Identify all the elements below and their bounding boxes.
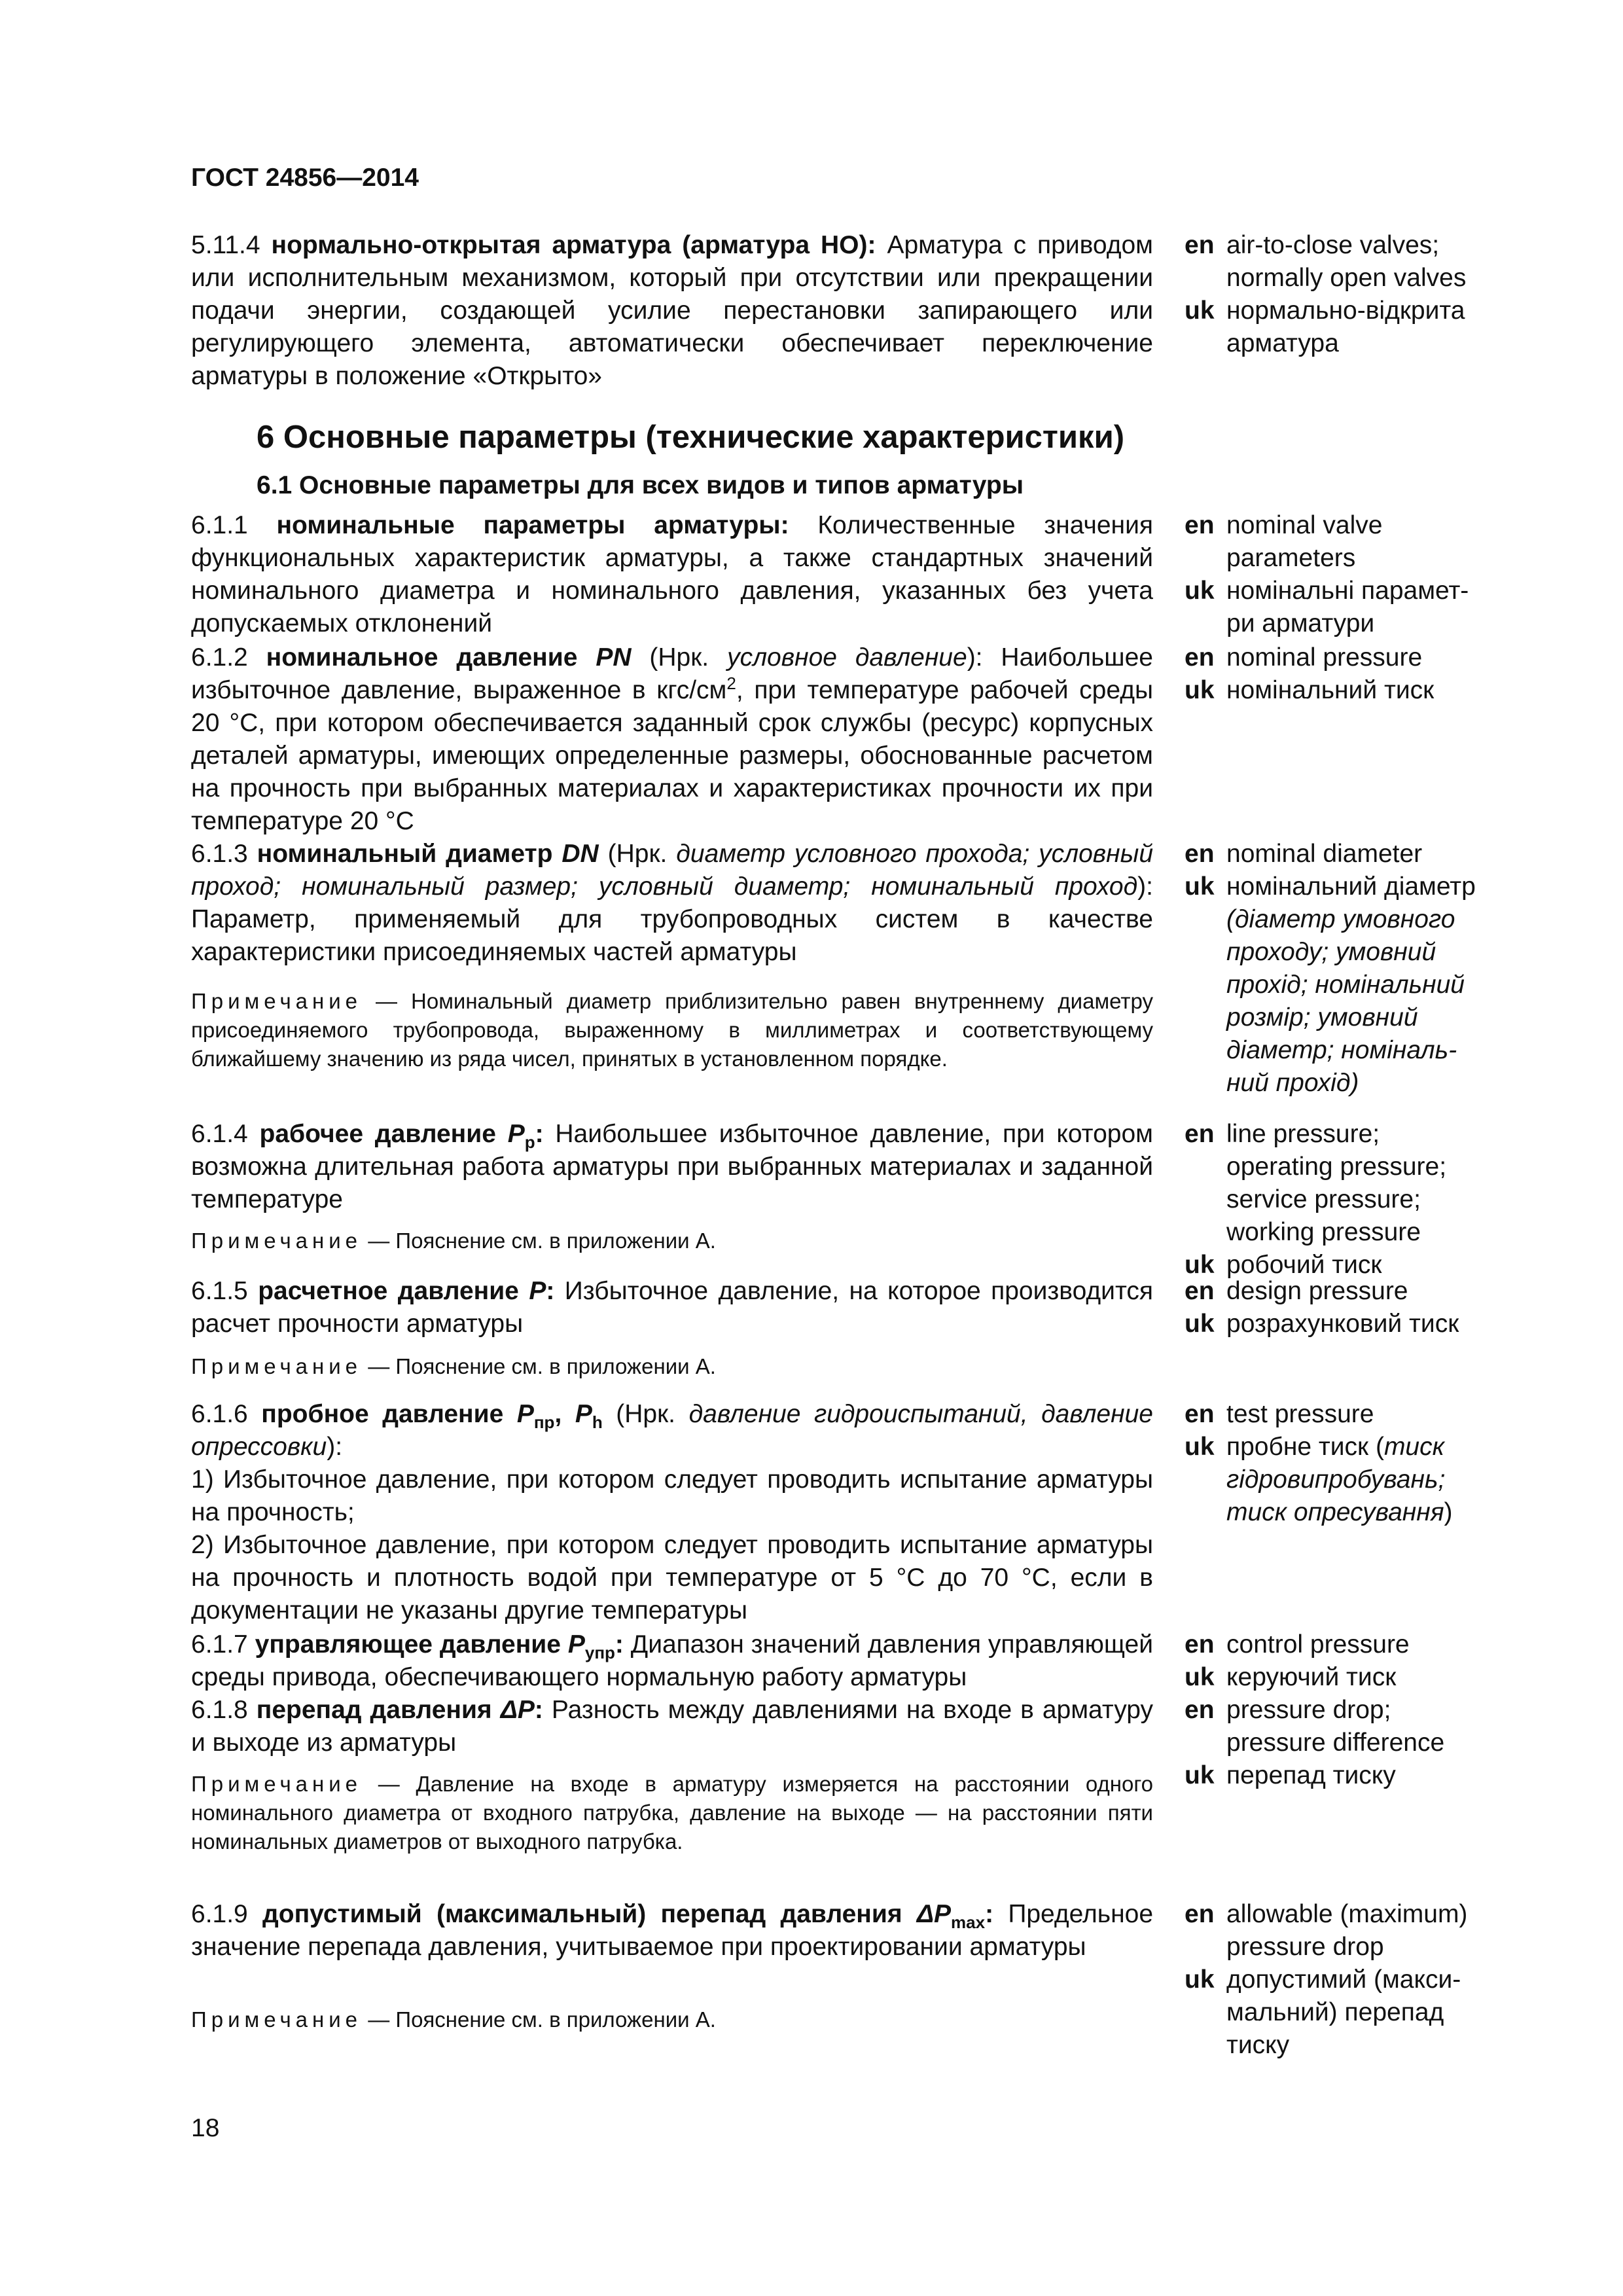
clause-6-1-2: 6.1.2 номинальное давление PN (Нрк. условное давление): Наибольшее избыточное давление, выраженное в кгс/$см^2$, при температуре рабочей среды 20 °С, при котором обеспечивается заданный срок службы (ресурс) корпусных деталей арматуры, имеющих определенные размеры, обоснованные расчетом на прочность при выбранных материалах и характеристиках прочности их при температуре 20 °С: [191, 643, 1153, 835]
clause-6-1-3: 6.1.3 номинальный диаметр DN (Нрк. диаметр условного прохода; условный проход; номинальный размер; условный диаметр; номинальный проход): Параметр, применяемый для трубопроводных систем в качестве характеристики присоединяемых частей арматуры: [191, 840, 1154, 966]
clause-6-1-8: 6.1.8 перепад давления ΔP: Разность между давлениями на входе в арматуру и выходе из арматуры: [191, 1696, 1154, 1757]
terms-6-1-2: en nominal pressure uk номінальний тиск: [1185, 643, 1435, 704]
clause-6-1-1: 6.1.1 номинальные параметры арматуры: Количественные значения функциональных характеристик арматуры, а также стандартных значений номинального диаметра и номинального давления, указанных без учета допускаемых отклонений: [191, 511, 1153, 637]
terms-6-1-3: en nominal diameter uk номінальний діаметр (діаметр умовного проходу; умовний прохід; номінальний розмір; умовний діаметр; номіналь- ний прохід): [1185, 840, 1476, 1097]
terms-6-1-9: en allowable (maximum) pressure drop uk допустимий (макси- мальний) перепад тиску: [1185, 1900, 1468, 2059]
terms-6-1-4: en line pressure; operating pressure; service pressure; working pressure uk робочий тиск: [1185, 1120, 1447, 1279]
terms-6-1-1: en nominal valve parameters uk номінальні парамет- ри арматури: [1185, 511, 1469, 637]
document-header: ГОСТ 24856—2014: [191, 164, 419, 192]
note-6-1-5: Примечание — Пояснение см. в приложении А.: [191, 1354, 716, 1378]
terms-6-1-8: en pressure drop; pressure difference uk перепад тиску: [1185, 1696, 1445, 1789]
terms-5-11-4: en air-to-close valves; normally open valves uk нормально-відкрита арматура: [1185, 231, 1467, 357]
section-6-title: 6 Основные параметры (технические характеристики): [257, 420, 1125, 455]
clause-6-1-7: 6.1.7 управляющее давление $P_{упр}$: Диапазон значений давления управляющей среды привода, обеспечивающего нормальную работу арматуры: [191, 1630, 1153, 1691]
note-6-1-4: Примечание — Пояснение см. в приложении А.: [191, 1229, 716, 1253]
terms-6-1-7: en control pressure uk керуючий тиск: [1185, 1630, 1410, 1691]
note-6-1-8: Примечание — Давление на входе в арматуру измеряется на расстоянии одного номинального диаметра от входного патрубка, давление на выходе — на расстоянии пяти номинальных диаметров от выходного патрубка.: [191, 1772, 1153, 1854]
page-number: 18: [191, 2114, 220, 2142]
note-6-1-3: Примечание — Номинальный диаметр приблизительно равен внутреннему диаметру присоединяемого трубопровода, выраженному в миллиметрах и соответствующему ближайшему значению из ряда чисел, принятых в установленном порядке.: [191, 989, 1153, 1071]
clause-6-1-4: 6.1.4 рабочее давление $P_р$: Наибольшее избыточное давление, при котором возможна длительная работа арматуры при выбранных материалах и заданной температуре: [191, 1120, 1153, 1213]
clause-6-1-9: 6.1.9 допустимый (максимальный) перепад давления $\Delta P_{max}$: Предельное значение перепада давления, учитываемое при проектировании арматуры: [191, 1900, 1154, 1961]
section-6-1-title: 6.1 Основные параметры для всех видов и типов арматуры: [257, 471, 1024, 499]
note-6-1-9: Примечание — Пояснение см. в приложении А.: [191, 2007, 716, 2032]
terms-6-1-6: en test pressure uk пробне тиск (тиск гідровипробувань; тиск опресування): [1185, 1400, 1453, 1526]
clause-5-11-4: 5.11.4 нормально-открытая арматура (арматура НО): Арматура с приводом или исполнительным механизмом, который при отсутствии или прекращении подачи энергии, создающей усилие перестановки запирающего или регулирующего элемента, автоматически обеспечивает переключение арматуры в положение «Открыто»: [191, 231, 1153, 390]
terms-6-1-5: en design pressure uk розрахунковий тиск: [1185, 1277, 1459, 1338]
clause-6-1-5: 6.1.5 расчетное давление P: Избыточное давление, на которое производится расчет прочности арматуры: [191, 1277, 1153, 1338]
clause-6-1-6: 6.1.6 пробное давление $P_{пр}$, $P_h$ (Нрк. давление гидроиспытаний, давление опрессовки): 1) Избыточное давление, при котором следует проводить испытание арматуры на прочность; 2) Избыточное давление, при котором следует проводить испытание арматуры на прочность и плотность водой при температуре от 5 °С до 70 °С, если в документации не указаны другие температуры: [191, 1400, 1153, 1624]
